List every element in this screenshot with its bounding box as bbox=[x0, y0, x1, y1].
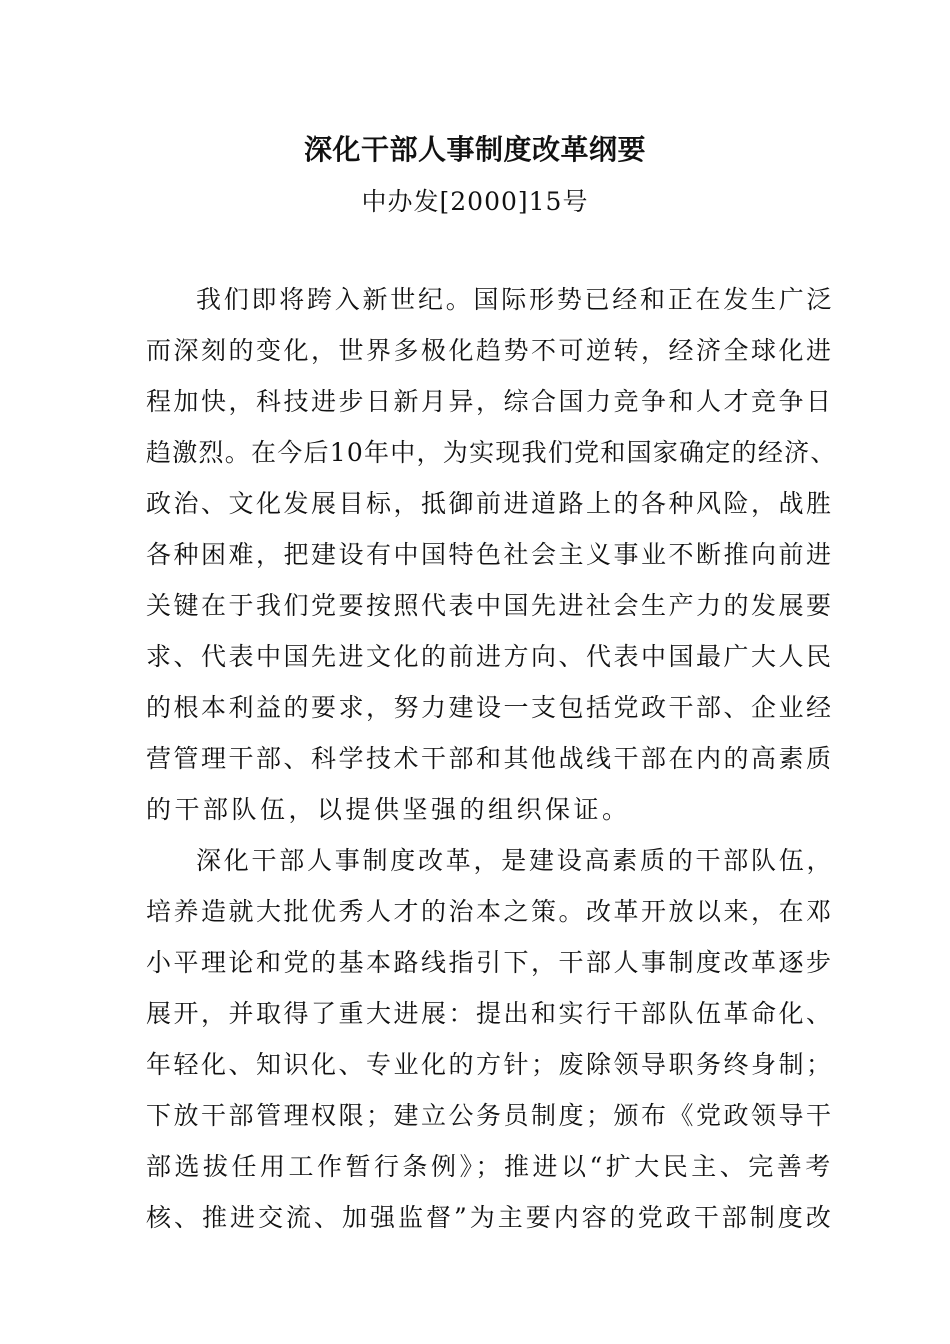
document-title: 深化干部人事制度改革纲要 bbox=[303, 133, 646, 166]
paragraph-1-line-5: 政治、文化发展目标，抵御前进道路上的各种风险，战胜 bbox=[146, 489, 834, 518]
paragraph-1-line-11: 的干部队伍，以提供坚强的组织保证。 bbox=[146, 795, 631, 824]
paragraph-1-line-3: 程加快，科技进步日新月异，综合国力竞争和人才竞争日 bbox=[146, 387, 834, 416]
paragraph-1-line-8: 求、代表中国先进文化的前进方向、代表中国最广大人民 bbox=[146, 642, 834, 671]
paragraph-2-line-2: 培养造就大批优秀人才的治本之策。改革开放以来，在邓 bbox=[146, 897, 834, 926]
paragraph-2-line-7: 部选拔任用工作暂行条例》；推进以“扩大民主、完善考 bbox=[146, 1152, 834, 1181]
paragraph-2-line-1: 深化干部人事制度改革，是建设高素质的干部队伍， bbox=[196, 846, 835, 875]
paragraph-2-line-4: 展开，并取得了重大进展：提出和实行干部队伍革命化、 bbox=[146, 999, 834, 1028]
paragraph-2-line-3: 小平理论和党的基本路线指引下，干部人事制度改革逐步 bbox=[146, 948, 834, 977]
paragraph-2-line-8: 核、推进交流、加强监督”为主要内容的党政干部制度改 bbox=[146, 1203, 834, 1232]
paragraph-1-line-9: 的根本利益的要求，努力建设一支包括党政干部、企业经 bbox=[146, 693, 834, 722]
document-number: 中办发[2000]15号 bbox=[361, 187, 589, 216]
paragraph-1-line-1: 我们即将跨入新世纪。国际形势已经和正在发生广泛 bbox=[196, 285, 835, 314]
paragraph-1-line-4: 趋激烈。在今后10年中，为实现我们党和国家确定的经济、 bbox=[146, 438, 837, 467]
paragraph-1-line-6: 各种困难，把建设有中国特色社会主义事业不断推向前进 bbox=[146, 540, 834, 569]
paragraph-2-line-6: 下放干部管理权限；建立公务员制度；颁布《党政领导干 bbox=[146, 1101, 834, 1130]
document-body bbox=[146, 282, 836, 1251]
paragraph-2-line-5: 年轻化、知识化、专业化的方针；废除领导职务终身制； bbox=[146, 1050, 834, 1079]
paragraph-1-line-10: 营管理干部、科学技术干部和其他战线干部在内的高素质 bbox=[146, 744, 834, 773]
paragraph-1-line-7: 关键在于我们党要按照代表中国先进社会生产力的发展要 bbox=[146, 591, 834, 620]
paragraph-1-line-2: 而深刻的变化，世界多极化趋势不可逆转，经济全球化进 bbox=[146, 336, 834, 365]
